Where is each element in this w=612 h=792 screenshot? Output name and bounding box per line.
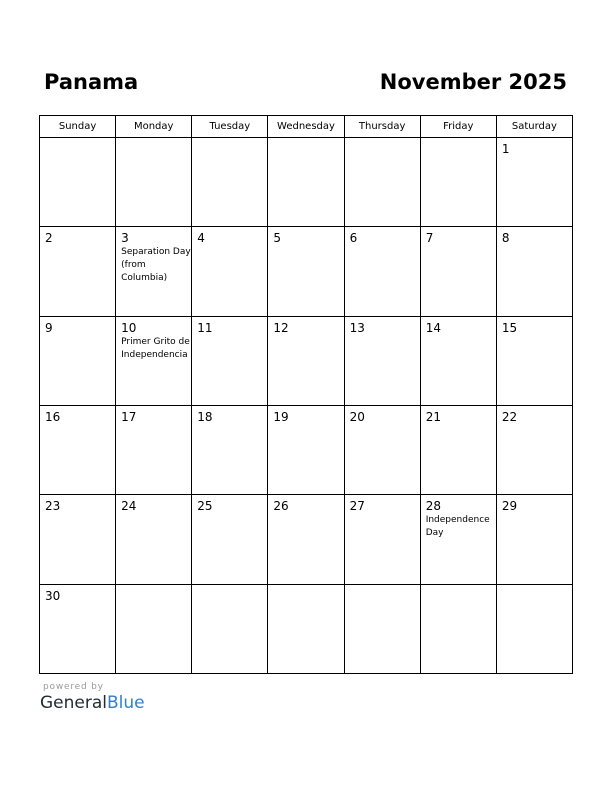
day-number: 24 xyxy=(121,499,137,514)
holiday-label: Primer Grito de Independencia xyxy=(121,336,190,360)
day-number: 12 xyxy=(273,320,289,335)
day-number: 17 xyxy=(121,409,137,424)
country-title: Panama xyxy=(44,70,139,94)
day-number: 29 xyxy=(501,499,518,514)
day-cell xyxy=(496,405,572,494)
day-number: 7 xyxy=(425,231,434,246)
day-number: 6 xyxy=(349,231,358,246)
empty-day-cell xyxy=(116,584,192,673)
day-number: 9 xyxy=(45,320,53,335)
day-cell xyxy=(40,584,116,673)
day-number: 5 xyxy=(273,231,282,246)
day-cell xyxy=(192,227,268,316)
day-cell xyxy=(40,405,116,494)
day-cell xyxy=(344,316,420,405)
empty-day-cell xyxy=(420,584,496,673)
brand-blue-text: Blue xyxy=(107,693,145,713)
day-cell xyxy=(420,316,496,405)
day-cell xyxy=(116,316,192,405)
day-cell xyxy=(344,495,420,584)
day-cell xyxy=(116,495,192,584)
calendar-week-row xyxy=(40,584,573,673)
empty-day-cell xyxy=(40,138,116,227)
holiday-label: Independence Day xyxy=(425,515,490,539)
day-number: 26 xyxy=(273,499,289,514)
day-number: 25 xyxy=(197,499,213,514)
weekday-header-monday: Monday xyxy=(116,116,192,138)
day-cell xyxy=(420,227,496,316)
powered-by-label: powered by xyxy=(43,682,104,692)
day-cell xyxy=(40,316,116,405)
day-number: 21 xyxy=(425,409,441,424)
empty-day-cell xyxy=(268,584,344,673)
holiday-label: Separation Day (from Columbia) xyxy=(121,247,191,284)
day-cell xyxy=(496,316,572,405)
brand-general-text: General xyxy=(40,693,107,713)
day-cell xyxy=(268,405,344,494)
day-cell xyxy=(116,227,192,316)
day-number: 18 xyxy=(197,409,213,424)
day-cell xyxy=(344,227,420,316)
empty-day-cell xyxy=(496,584,572,673)
day-number: 2 xyxy=(45,231,53,246)
calendar-grid xyxy=(39,115,573,674)
empty-day-cell xyxy=(116,138,192,227)
empty-day-cell xyxy=(344,584,420,673)
weekday-header-sunday: Sunday xyxy=(40,116,116,138)
day-cell xyxy=(116,405,192,494)
day-cell xyxy=(40,495,116,584)
day-cell xyxy=(268,227,344,316)
month-year-title: November 2025 xyxy=(379,70,567,94)
day-number: 1 xyxy=(501,142,510,156)
empty-day-cell xyxy=(268,138,344,227)
calendar-week-row xyxy=(40,227,573,316)
weekday-header-wednesday: Wednesday xyxy=(268,116,344,138)
day-number: 19 xyxy=(273,409,289,424)
day-number: 11 xyxy=(197,320,213,335)
calendar-week-row xyxy=(40,405,573,494)
day-number: 8 xyxy=(501,231,510,246)
day-number: 13 xyxy=(349,320,365,335)
calendar-week-row xyxy=(40,495,573,584)
weekday-header-saturday: Saturday xyxy=(496,116,572,138)
day-number: 28 xyxy=(425,499,441,514)
day-number: 4 xyxy=(197,231,205,246)
weekday-header-friday: Friday xyxy=(420,116,496,138)
day-number: 16 xyxy=(45,409,61,424)
day-cell xyxy=(268,495,344,584)
day-cell xyxy=(344,405,420,494)
empty-day-cell xyxy=(420,138,496,227)
day-number: 14 xyxy=(425,320,441,335)
calendar-week-row xyxy=(40,316,573,405)
day-number: 30 xyxy=(45,588,61,603)
day-number: 20 xyxy=(349,409,365,424)
day-cell xyxy=(192,495,268,584)
day-cell xyxy=(268,316,344,405)
day-number: 10 xyxy=(121,320,137,335)
weekday-header-thursday: Thursday xyxy=(344,116,420,138)
day-number: 15 xyxy=(501,320,518,335)
day-number: 27 xyxy=(349,499,365,514)
calendar-week-row xyxy=(40,138,573,227)
day-cell xyxy=(192,316,268,405)
empty-day-cell xyxy=(344,138,420,227)
day-cell xyxy=(496,495,572,584)
weekday-header-tuesday: Tuesday xyxy=(192,116,268,138)
day-cell xyxy=(420,495,496,584)
day-cell xyxy=(420,405,496,494)
day-number: 3 xyxy=(121,231,129,246)
weekday-header-row xyxy=(40,116,573,138)
day-cell xyxy=(496,227,572,316)
day-number: 22 xyxy=(501,409,518,424)
empty-day-cell xyxy=(192,584,268,673)
empty-day-cell xyxy=(192,138,268,227)
day-cell xyxy=(496,138,572,227)
day-cell xyxy=(192,405,268,494)
generalblue-logo[interactable] xyxy=(40,693,145,713)
day-cell xyxy=(40,227,116,316)
day-number: 23 xyxy=(45,499,61,514)
